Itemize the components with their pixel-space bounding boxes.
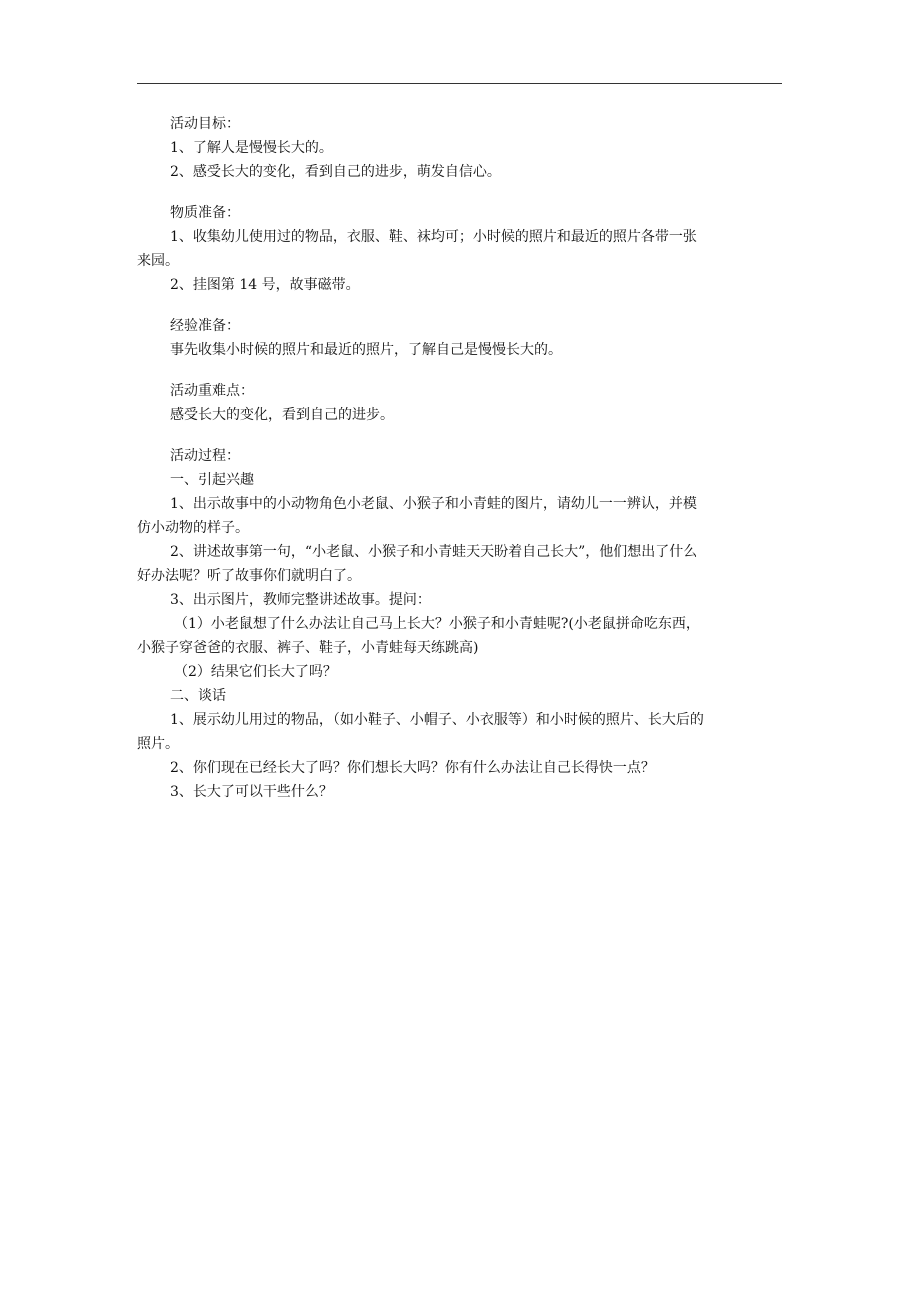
process-step-2-line-1: 2、讲述故事第一句，“小老鼠、小猴子和小青蛙天天盼着自己长大”，他们想出了什么 (170, 544, 698, 560)
key-points-heading: 活动重难点： (170, 383, 254, 399)
part2-title: 二、谈话 (170, 688, 226, 704)
talk-item-2: 2、你们现在已经长大了吗？你们想长大吗？你有什么办法让自己长得快一点？ (170, 760, 655, 776)
talk-item-3: 3、长大了可以干些什么？ (170, 784, 333, 800)
process-step-1-line-2: 仿小动物的样子。 (137, 520, 249, 536)
goal-item-1: 1、了解人是慢慢长大的。 (170, 140, 333, 156)
talk-item-1-line-2: 照片。 (137, 736, 179, 752)
experience-text: 事先收集小时候的照片和最近的照片，了解自己是慢慢长大的。 (170, 342, 562, 358)
question-2: （2）结果它们长大了吗？ (174, 664, 337, 680)
talk-item-1-line-1: 1、展示幼儿用过的物品，（如小鞋子、小帽子、小衣服等）和小时候的照片、长大后的 (170, 712, 704, 728)
part1-title: 一、引起兴趣 (170, 472, 254, 488)
question-1-line-1: （1）小老鼠想了什么办法让自己马上长大？小猴子和小青蛙呢?(小老鼠拼命吃东西， (174, 616, 700, 632)
materials-item-2: 2、挂图第 14 号，故事磁带。 (170, 277, 360, 293)
materials-item-1-line-2: 来园。 (137, 253, 179, 269)
process-heading: 活动过程： (170, 448, 240, 464)
goal-heading: 活动目标： (170, 116, 240, 132)
materials-item-1-line-1: 1、收集幼儿使用过的物品，衣服、鞋、袜均可；小时候的照片和最近的照片各带一张 (170, 229, 697, 245)
materials-heading: 物质准备： (170, 205, 240, 221)
question-1-line-2: 小猴子穿爸爸的衣服、裤子、鞋子，小青蛙每天练跳高) (137, 640, 479, 656)
header-rule (137, 83, 782, 84)
key-points-text: 感受长大的变化，看到自己的进步。 (170, 407, 394, 423)
process-step-3: 3、出示图片，教师完整讲述故事。提问： (170, 592, 431, 608)
experience-heading: 经验准备： (170, 318, 240, 334)
document-body (137, 112, 782, 804)
goal-item-2: 2、感受长大的变化，看到自己的进步，萌发自信心。 (170, 164, 501, 180)
process-step-1-line-1: 1、出示故事中的小动物角色小老鼠、小猴子和小青蛙的图片，请幼儿一一辨认，并模 (170, 496, 697, 512)
process-step-2-line-2: 好办法呢？听了故事你们就明白了。 (137, 568, 361, 584)
